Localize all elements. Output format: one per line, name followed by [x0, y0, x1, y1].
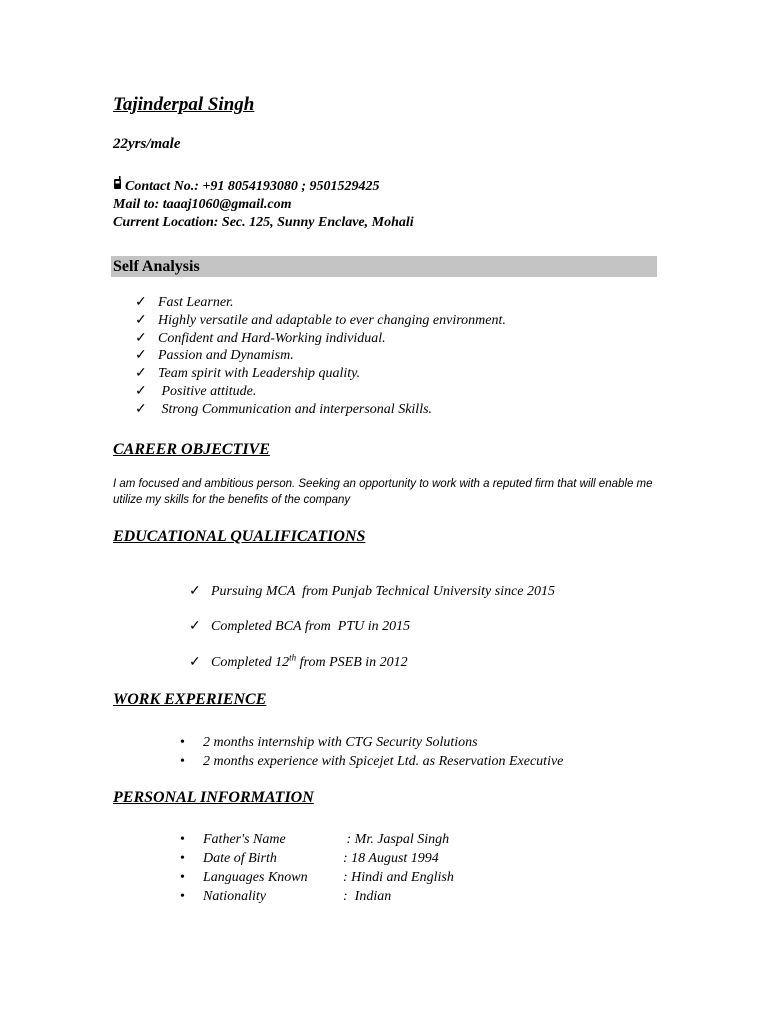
email-line: Mail to: taaaj1060@gmail.com: [113, 197, 292, 212]
bullet-icon: •: [180, 870, 185, 885]
check-icon: ✓: [135, 401, 147, 417]
list-item: [135, 330, 506, 348]
check-icon: ✓: [135, 383, 147, 399]
list-item-text: Completed BCA from PTU in 2015: [211, 619, 411, 635]
contact-block: [113, 176, 414, 232]
list-item-text: Completed 12: [211, 654, 290, 670]
bullet-icon: •: [180, 754, 185, 769]
field-label: Nationality: [203, 889, 266, 904]
list-item-text: Positive attitude.: [158, 383, 257, 399]
list-item: [180, 733, 563, 752]
list-item-text: Confident and Hard-Working individual.: [158, 330, 386, 346]
candidate-name: Tajinderpal Singh: [113, 94, 255, 115]
check-icon: ✓: [135, 312, 147, 328]
self-analysis-list: [135, 294, 506, 419]
list-item: [135, 383, 506, 401]
work-experience-list: [180, 733, 563, 771]
check-icon: ✓: [135, 295, 147, 310]
list-item-text: from PSEB in 2012: [296, 654, 408, 670]
bullet-icon: •: [180, 889, 185, 904]
list-item-text: 2 months internship with CTG Security Solutions: [203, 735, 478, 750]
career-objective-text: I am focused and ambitious person. Seeking an opportunity to work with a reputed firm that will enable me utilize my skills for the benefits of the company: [113, 478, 653, 506]
list-item: [135, 401, 506, 419]
self-analysis-heading: Self Analysis: [113, 258, 200, 275]
list-item-text: Passion and Dynamism.: [158, 348, 294, 364]
list-item-text: Pursuing MCA from Punjab Technical University since 2015: [211, 584, 556, 599]
list-item: [189, 583, 555, 601]
field-value: : 18 August 1994: [343, 851, 439, 866]
list-item-text: Fast Learner.: [158, 295, 234, 310]
list-item: [180, 830, 454, 849]
field-label: Languages Known: [203, 870, 308, 885]
age-gender: 22yrs/male: [113, 136, 181, 152]
personal-information-list: [180, 830, 454, 906]
list-item: [135, 294, 506, 312]
check-icon: ✓: [135, 348, 147, 364]
list-item-text: 2 months experience with Spicejet Ltd. as Reservation Executive: [203, 754, 564, 769]
work-experience-heading: WORK EXPERIENCE: [113, 691, 267, 708]
check-icon: ✓: [135, 366, 147, 382]
check-icon: ✓: [189, 619, 201, 635]
field-value: : Hindi and English: [343, 870, 454, 885]
phone-icon: [113, 176, 125, 196]
personal-information-heading: PERSONAL INFORMATION: [113, 789, 314, 806]
field-value: : Mr. Jaspal Singh: [343, 832, 450, 847]
list-item-text: Highly versatile and adaptable to ever changing environment.: [158, 312, 506, 328]
list-item: [189, 618, 555, 636]
list-item: [180, 752, 563, 771]
list-item: [180, 887, 454, 906]
self-analysis-heading-bar: [111, 256, 657, 277]
superscript: th: [289, 651, 297, 662]
check-icon: ✓: [135, 330, 147, 346]
education-heading: EDUCATIONAL QUALIFICATIONS: [113, 528, 366, 545]
check-icon: ✓: [189, 654, 201, 670]
field-label: Date of Birth: [203, 851, 277, 866]
list-item: [135, 347, 506, 365]
contact-line: [113, 176, 414, 196]
list-item: [180, 849, 454, 868]
list-item-text: Strong Communication and interpersonal Skills.: [158, 401, 433, 417]
contact-number: Contact No.: +91 8054193080 ; 9501529425: [125, 179, 380, 194]
bullet-icon: •: [180, 851, 185, 866]
career-objective-heading: CAREER OBJECTIVE: [113, 441, 270, 458]
list-item: [180, 868, 454, 887]
field-value: : Indian: [343, 889, 392, 904]
bullet-icon: •: [180, 735, 185, 750]
education-list: [189, 583, 555, 689]
list-item: [135, 312, 506, 330]
location-line: Current Location: Sec. 125, Sunny Enclave, Mohali: [113, 215, 414, 230]
list-item-text: Team spirit with Leadership quality.: [158, 366, 361, 382]
check-icon: ✓: [189, 584, 201, 599]
list-item: [189, 651, 555, 672]
list-item: [135, 365, 506, 383]
bullet-icon: •: [180, 832, 185, 847]
field-label: Father's Name: [203, 832, 286, 847]
